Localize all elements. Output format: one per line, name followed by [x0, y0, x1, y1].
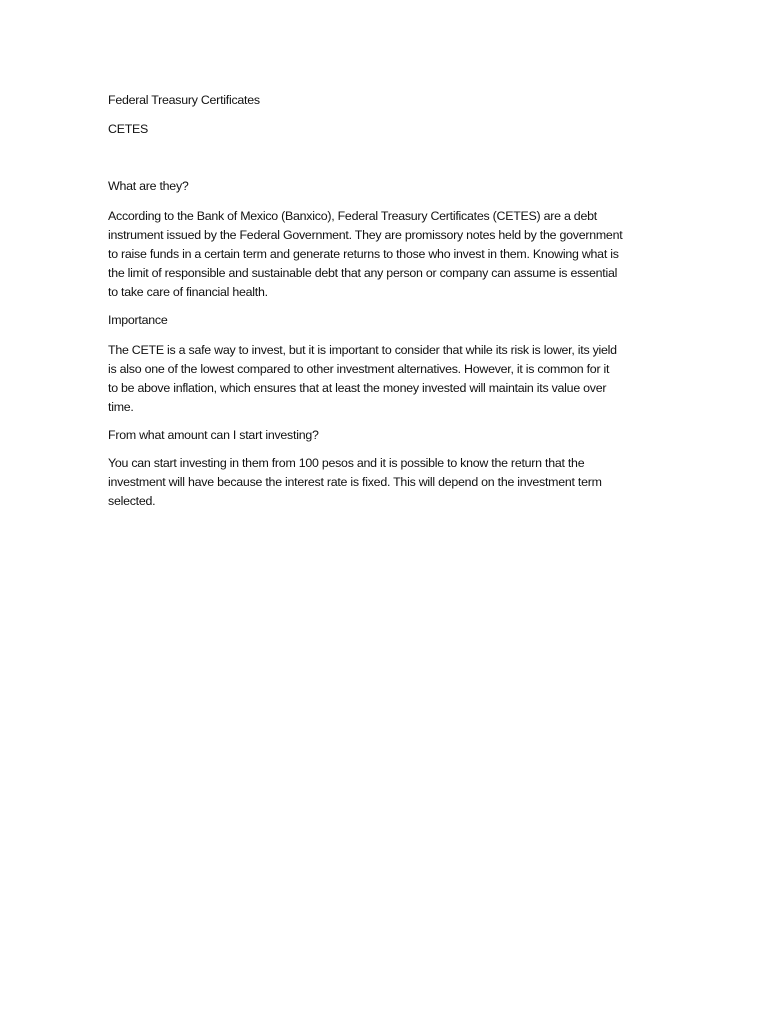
paragraph-line: investment will have because the interest rate is fixed. This will depend on the investment term [108, 475, 602, 489]
section-heading: Importance [108, 313, 168, 327]
paragraph-line: instrument issued by the Federal Government. They are promissory notes held by the government [108, 228, 623, 242]
section-heading: From what amount can I start investing? [108, 428, 319, 442]
section-heading: What are they? [108, 179, 189, 193]
paragraph-line: selected. [108, 494, 156, 508]
section-paragraph [108, 207, 622, 302]
document-title: Federal Treasury Certificates [108, 93, 260, 107]
paragraph-line: is also one of the lowest compared to other investment alternatives. However, it is common for it [108, 362, 610, 376]
paragraph-line: time. [108, 400, 134, 414]
paragraph-line: You can start investing in them from 100 pesos and it is possible to know the return that the [108, 456, 585, 470]
paragraph-line: According to the Bank of Mexico (Banxico), Federal Treasury Certificates (CETES) are a debt [108, 209, 597, 223]
paragraph-line: to raise funds in a certain term and generate returns to those who invest in them. Knowing what is [108, 247, 619, 261]
section-paragraph [108, 454, 602, 511]
document-subtitle: CETES [108, 122, 149, 136]
section-paragraph [108, 341, 617, 417]
paragraph-line: to be above inflation, which ensures that at least the money invested will maintain its value over [108, 381, 607, 395]
paragraph-line: The CETE is a safe way to invest, but it is important to consider that while its risk is lower, its yield [108, 343, 617, 357]
paragraph-line: the limit of responsible and sustainable debt that any person or company can assume is essential [108, 266, 618, 280]
paragraph-line: to take care of financial health. [108, 285, 268, 299]
